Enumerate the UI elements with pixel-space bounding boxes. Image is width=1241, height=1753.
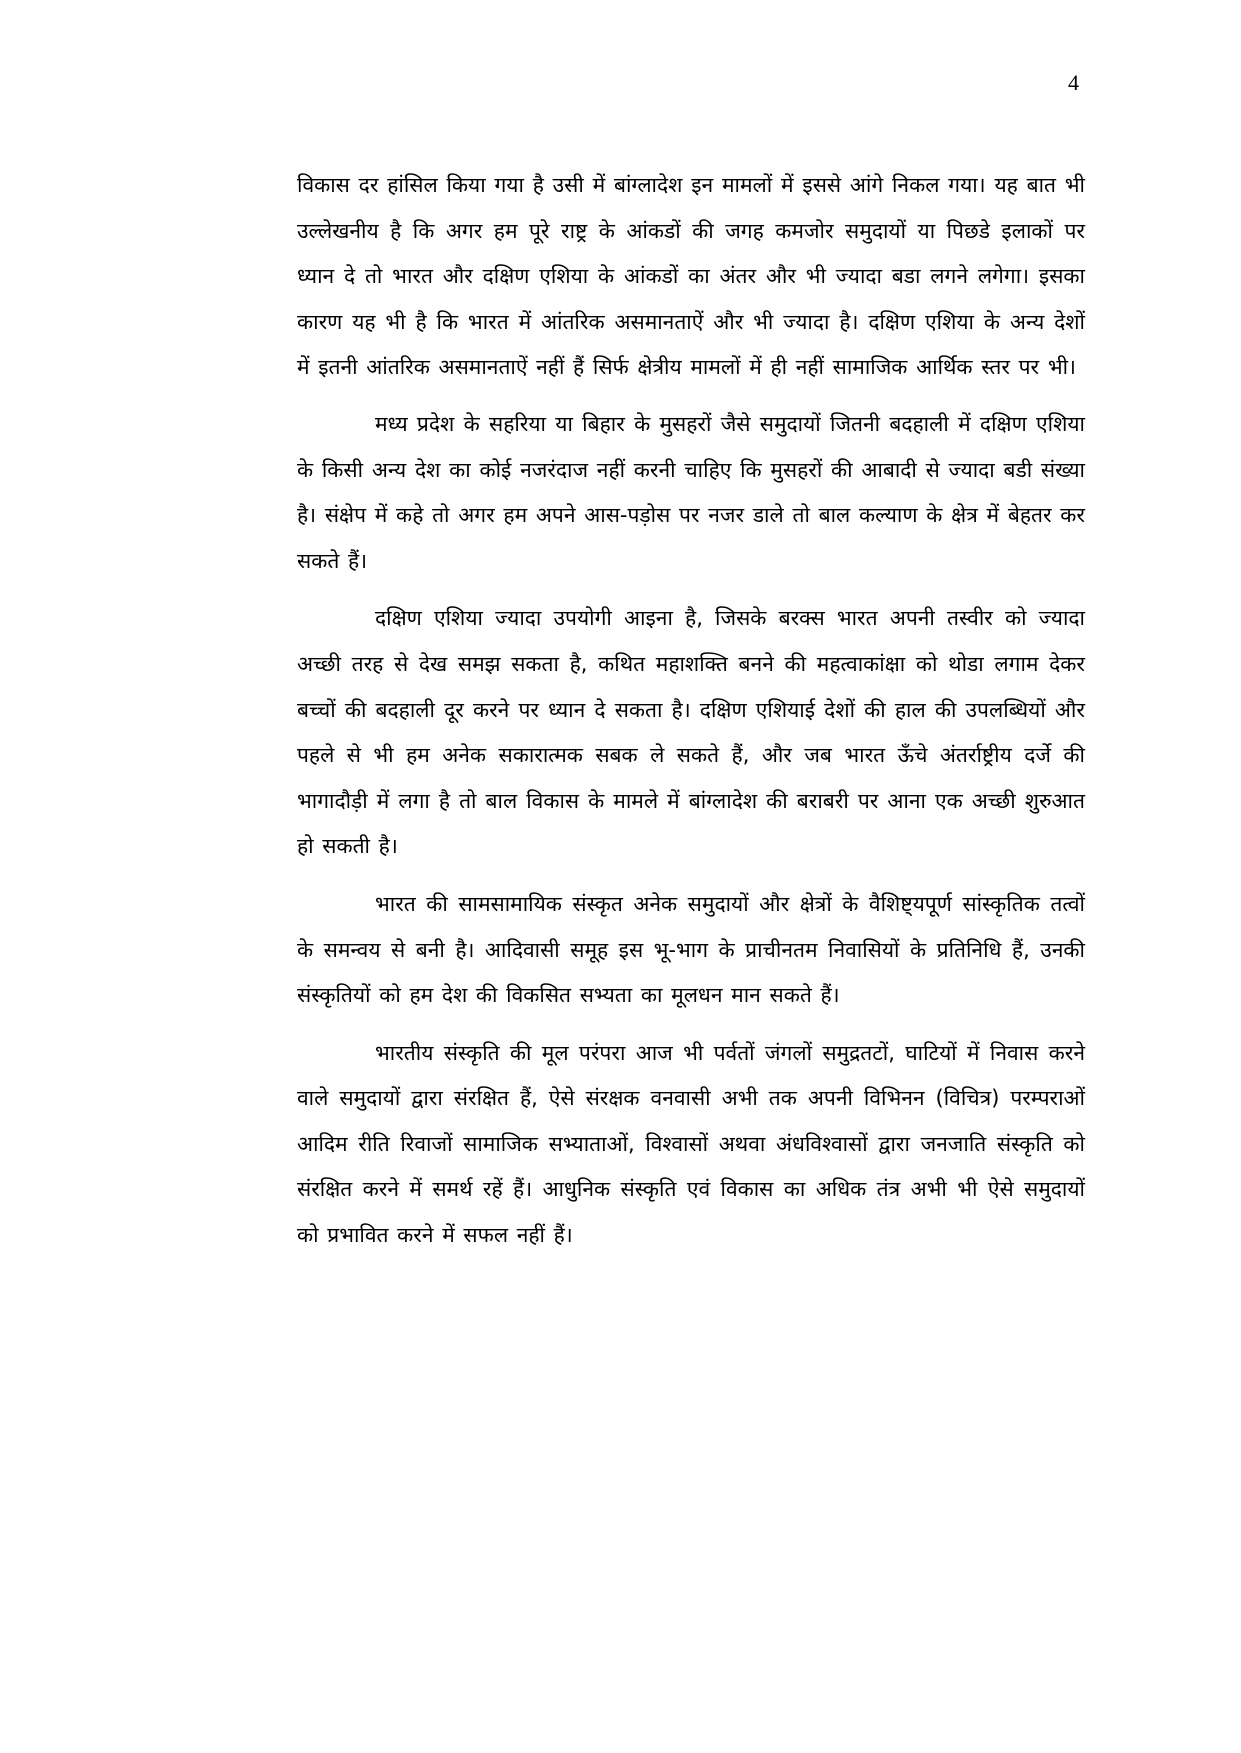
paragraph: भारत की सामसामायिक संस्कृत अनेक समुदायों और क्षेत्रों के वैशिष्ट्यपूर्ण सांस्कृतिक तत्वों के समन्वय से बनी है। आदिवासी समूह इस भू-भाग के प्राचीनतम निवासियों के प्रतिनिधि हैं, उनकी संस्कृतियों को हम देश की विकसित सभ्यता का मूलधन मान सकते हैं।: [297, 891, 1085, 1008]
paragraph: दक्षिण एशिया ज्यादा उपयोगी आइना है, जिसके बरक्स भारत अपनी तस्वीर को ज्यादा अच्छी तरह से देख समझ सकता है, कथित महाशक्ति बनने की महत्वाकांक्षा को थोडा लगाम देकर बच्चों की बदहाली दूर करने पर ध्यान दे सकता है। दक्षिण एशियाई देशों की हाल की उपलब्धियों और पहले से भी हम अनेक सकारात्मक सबक ले सकते हैं, और जब भारत ऊँचे अंतर्राष्ट्रीय दर्जे की भागादौड़ी में लगा है तो बाल विकास के मामले में बांग्लादेश की बराबरी पर आना एक अच्छी शुरुआत हो सकती है।: [297, 606, 1085, 859]
paragraph: मध्य प्रदेश के सहरिया या बिहार के मुसहरों जैसे समुदायों जितनी बदहाली में दक्षिण एशिया के किसी अन्य देश का कोई नजरंदाज नहीं करनी चाहिए कि मुसहरों की आबादी से ज्यादा बडी संख्या है। संक्षेप में कहे तो अगर हम अपने आस-पड़ोस पर नजर डाले तो बाल कल्याण के क्षेत्र में बेहतर कर सकते हैं।: [297, 411, 1085, 573]
paragraph: विकास दर हांसिल किया गया है उसी में बांग्लादेश इन मामलों में इससे आंगे निकल गया। यह बात भी उल्लेखनीय है कि अगर हम पूरे राष्ट्र के आंकडों की जगह कमजोर समुदायों या पिछडे इलाकों पर ध्यान दे तो भारत और दक्षिण एशिया के आंकडों का अंतर और भी ज्यादा बडा लगने लगेगा। इसका कारण यह भी है कि भारत में आंतरिक असमानताऐं और भी ज्यादा है। दक्षिण एशिया के अन्य देशों में इतनी आंतरिक असमानताऐं नहीं हैं सिर्फ क्षेत्रीय मामलों में ही नहीं सामाजिक आर्थिक स्तर पर भी।: [297, 173, 1085, 380]
page-number: 4: [1068, 70, 1079, 95]
document-body: [297, 163, 1085, 1259]
paragraph: भारतीय संस्कृति की मूल परंपरा आज भी पर्वतों जंगलों समुद्रतटों, घाटियों में निवास करने वाले समुदायों द्वारा संरक्षित हैं, ऐसे संरक्षक वनवासी अभी तक अपनी विभिनन (विचित्र) परम्पराओं आदिम रीति रिवाजों सामाजिक सभ्याताओं, विश्वासों अथवा अंधविश्वासों द्वारा जनजाति संस्कृति को संरक्षित करने में समर्थ रहें हैं। आधुनिक संस्कृति एवं विकास का अधिक तंत्र अभी भी ऐसे समुदायों को प्रभावित करने में सफल नहीं हैं।: [297, 1040, 1085, 1248]
